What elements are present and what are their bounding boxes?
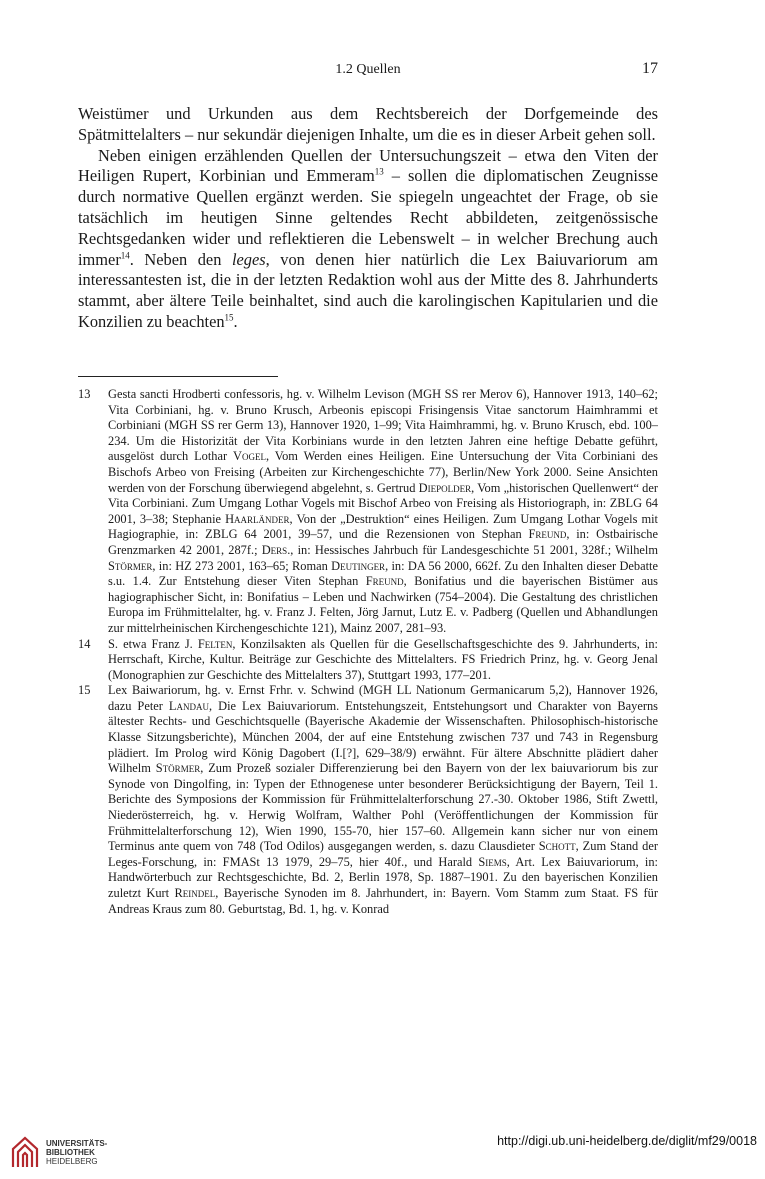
- footnote-text: , Konzilsakten als Quellen für die Gesellschaftsgeschichte des 9. Jahrhunderts, in: Herrschaft, Kirche, Kultur. Beiträge zur Geschichte des Mittelalters. FS Friedrich Prinz, hg. v. Georg Jenal (Monographien zur Geschichte des Mittelalters 37), Stuttgart 1993, 177–201.: [108, 636, 658, 682]
- paragraph-2-text-e: .: [233, 311, 238, 331]
- library-logo-icon: [10, 1135, 40, 1169]
- section-title: 1.2 Quellen: [335, 62, 401, 77]
- footnote-text: , Bonifatius und die bayerischen Bistümer aus hagiographischer Sicht, in: Bonifatius – Leben und Nachwirken (754–2004). Die Gestaltung des christlichen Europa im Frühmittelalter, hg. v. Franz J. Felten, Jörg Jarnut, Lutz E. v. Padberg (Quellen und Abhandlungen zur mittelrheinischen Kirchengeschichte 121), Mainz 2007, 281–93.: [108, 574, 659, 635]
- author-name: Schott: [538, 839, 576, 854]
- author-name: Siems: [478, 854, 507, 869]
- footnote-text: , Zum Prozeß sozialer Differenzierung bei den Bayern von der lex baiuvariorum bis zur Synode von Dingolfing, in: Typen der Ethnogenese unter besonderer Berücksichtigung der Bayern, Teil 1. Berichte des Symposions der Kommission für Frühmittelalterforschung 27.-30. Oktober 1986, Stift Zwettl, Niederösterreich, hg. v. Herwig Wolfram, Walther Pohl (Veröffentlichungen der Kommission für Frühmittelalterforschung 12), Wien 1990, 155-70, hier 157–60. Allgemein kann sicher nur von einem Terminus ante quem von 748 (Tod Odilos) ausgegangen werden, s. dazu Clausdieter: [108, 761, 658, 854]
- paragraph-1: Weistümer und Urkunden aus dem Rechtsbereich der Dorfgemeinde des Spätmittelalters – nur sekundär diejenigen Inhalte, um die es in dieser Arbeit gehen soll.: [78, 104, 658, 144]
- author-name: Landau: [168, 698, 209, 713]
- footnote-text: , Vom Werden eines Heiligen. Eine Untersuchung der Vita Corbiniani des Bischofs Arbeo von Freising (Arbeiten zur Kirchengeschichte 77), Berlin/New York 2000. Seine Ansichten werden von der Forschung überwiegend abgelehnt, s. Gertrud: [108, 449, 658, 495]
- author-name: Vogel: [233, 449, 266, 464]
- author-name: Haarländer: [225, 511, 290, 526]
- page-number: 17: [642, 60, 658, 77]
- footnote-ref-14[interactable]: 14: [120, 250, 130, 261]
- main-text: [78, 104, 658, 333]
- footnote-15: [78, 683, 658, 917]
- author-name: Reindel: [174, 886, 216, 900]
- footnote-text: , Vom „historischen Quellenwert“ der Vita Corbiniani. Zum Umgang Lothar Vogels mit Bischof Arbeo von Freising als Historiograph, in: ZBLG 64 2001, 3–38; Stephanie: [108, 480, 658, 526]
- footnote-text: , Art. Lex Baiuvariorum, in: Handwörterbuch zur Rechtsgeschichte, Bd. 2, Berlin 1978, Sp. 1887–1901. Zu den bayerischen Konzilien zuletzt Kurt: [108, 854, 658, 900]
- author-name: Ders: [261, 542, 288, 557]
- logo-line-1: UNIVERSITÄTS-: [46, 1139, 108, 1148]
- logo-line-2: BIBLIOTHEK: [46, 1148, 95, 1157]
- paragraph-2-text-c: . Neben den: [129, 249, 232, 269]
- footnote-ref-15[interactable]: 15: [224, 312, 234, 323]
- paragraph-2-text-a: Neben einigen erzählenden Quellen der Untersuchungszeit – etwa den Viten der Heiligen Rupert, Korbinian und Emmeram: [78, 145, 658, 186]
- paragraph-2-leges: leges: [231, 249, 266, 269]
- footnote-text: ., in: Hessisches Jahrbuch für Landesgeschichte 51 2001, 328f.; Wilhelm: [287, 542, 658, 557]
- footnote-text: , in: DA 56 2000, 662f. Zu den Inhalten dieser Debatte s.u. 1.4. Zur Entstehung dieser Viten Stephan: [108, 558, 658, 589]
- author-name: Felten: [197, 636, 233, 651]
- footnote-text: , in: HZ 273 2001, 163–65; Roman: [152, 558, 332, 573]
- author-name: Freund: [365, 574, 404, 589]
- paragraph-2-text-d: , von denen hier natürlich die Lex Baiuvariorum am interessantesten ist, die in der letzten Redaktion wohl aus der Mitte des 8. Jahrhunderts stammt, aber ältere Teile beinhaltet, sind auch die karolingischen Kapitularien und die Konzilien zu beachten: [78, 249, 658, 331]
- source-url[interactable]: http://digi.ub.uni-heidelberg.de/diglit/mf29/0018: [497, 1134, 757, 1148]
- running-header: [78, 62, 658, 82]
- footnote-text: S. etwa Franz J.: [108, 636, 198, 651]
- footnote-14: [78, 637, 658, 684]
- logo-line-3: HEIDELBERG: [46, 1157, 98, 1166]
- footnote-text: , in: Ostbairische Grenzmarken 42 2001, 287f.;: [108, 527, 659, 557]
- footnote-text: , Von der „Destruktion“ eines Heiligen. Zum Umgang Lothar Vogels mit Hagiographie, in: ZBLG 64 2001, 39–57, und die Rezensionen von Stephan: [108, 511, 658, 542]
- footnote-13: [78, 387, 658, 637]
- footnote-rule: [78, 376, 278, 377]
- footnote-text: , Bayerische Synoden im 8. Jahrhundert, in: Bayern. Vom Stamm zum Staat. FS für Andreas Kraus zum 80. Geburtstag, Bd. 1, hg. v. Konrad: [108, 886, 658, 916]
- footnote-text: , Zum Stand der Leges-Forschung, in: FMASt 13 1979, 29–75, hier 40f., und Harald: [108, 839, 658, 869]
- paragraph-2-text-b: – sollen die diplomatischen Zeugnisse durch normative Quellen ergänzt werden. Sie spiegeln ungeachtet der Frage, ob sie tatsächlich im heutigen Sinne geltendes Recht abbildeten, zeitgenössische Rechtsgedanken wider und reflektieren die Lebenswelt – in welcher Brechung auch immer: [78, 166, 658, 269]
- author-name: Diepolder: [418, 480, 472, 495]
- footnote-number: 13: [78, 387, 91, 401]
- author-name: Störmer: [155, 761, 201, 776]
- library-logo-text: [46, 1139, 107, 1166]
- footnote-number: 15: [78, 683, 91, 698]
- library-logo[interactable]: [6, 1133, 136, 1173]
- footnote-text: Lex Baiwariorum, hg. v. Ernst Frhr. v. Schwind (MGH LL Nationum Germanicarum 5,2), Hannover 1926, dazu Peter: [108, 683, 658, 713]
- footnote-number: 14: [78, 636, 91, 651]
- footnote-text: , Die Lex Baiuvariorum. Entstehungszeit, Entstehungsort und Charakter von Bayerns ältester Rechts- und Geschichtsquelle (Bayerische Akademie der Wissenschaften. Philosophisch-historische Klasse Sitzungsberichte), München 2004, der auf eine Entstehung zwischen 737 und 743 in Regensburg plädiert. Im Prolog wird König Dagobert (I.[?], 629–38/9) erwähnt. Für ältere Abschnitte plädiert daher Wilhelm: [108, 698, 658, 776]
- author-name: Störmer: [108, 558, 153, 573]
- footnote-text: Gesta sancti Hrodberti confessoris, hg. v. Wilhelm Levison (MGH SS rer Merov 6), Hannover 1913, 140–62; Vita Corbiniani, hg. v. Bruno Krusch, Arbeonis episcopi Frisingensis Vitae sanctorum Haimhrammi et Corbiniani (MGH SS rer Germ 13), Hannover 1920, 1–99; Vita Haimhrammi, hg. v. Bruno Krusch, ebd. 100–234. Um die Historizität der Vita Korbinians wurde in den letzten Jahren eine heftige Debatte geführt, ausgelöst durch Lothar: [108, 387, 658, 464]
- footnotes: [78, 387, 658, 917]
- author-name: Deutinger: [331, 558, 386, 573]
- footnote-ref-13[interactable]: 13: [374, 166, 384, 177]
- author-name: Freund: [528, 527, 567, 542]
- paragraph-2: [78, 146, 658, 333]
